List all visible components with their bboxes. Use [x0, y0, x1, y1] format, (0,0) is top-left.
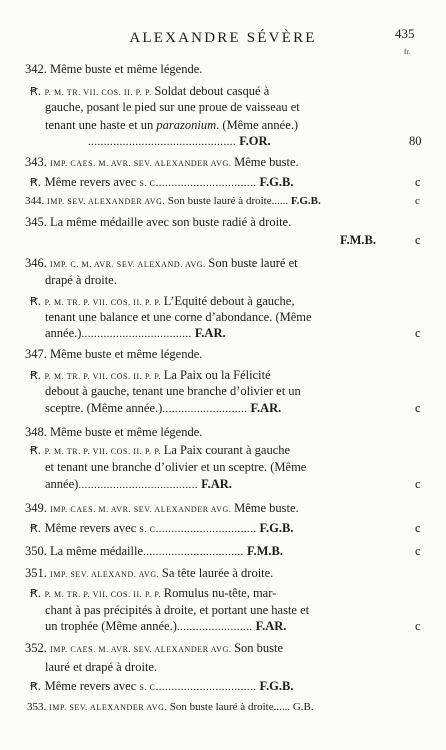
text-segment: tenant une balance et une corne d’abondance. (Même	[45, 310, 312, 324]
text-line	[25, 501, 299, 517]
text-line	[45, 460, 306, 475]
text-segment: ......................................	[78, 479, 199, 491]
text-segment: 342.	[25, 62, 50, 76]
text-line	[45, 100, 300, 115]
text-segment: La Paix ou la Félicité	[163, 368, 271, 382]
text-segment: Son buste	[234, 641, 284, 655]
text-segment: Ꞧ.	[30, 369, 45, 382]
price-value: c	[415, 233, 421, 247]
text-segment: ...................................	[81, 328, 192, 340]
text-line	[30, 368, 271, 384]
text-line	[27, 700, 314, 715]
text-line	[25, 641, 283, 657]
coin-grade: F.AR.	[191, 326, 226, 340]
coin-legend: P. M. TR. P. VII. COS. II. P. P.	[44, 447, 164, 456]
text-segment: Même buste et même légende.	[50, 62, 203, 76]
text-line	[30, 586, 276, 602]
text-segment: ...........................	[162, 403, 248, 415]
text-line	[45, 273, 117, 288]
coin-grade: F.AR.	[198, 477, 232, 491]
text-line	[30, 294, 294, 310]
coin-grade: F.G.B.	[288, 195, 321, 207]
text-segment: G.B.	[290, 701, 314, 713]
text-segment: ................................	[155, 523, 257, 535]
text-segment: chant à pas précipités à droite, et portant une haste et	[45, 603, 310, 617]
text-segment: Ꞧ.	[30, 176, 45, 189]
text-segment: Ꞧ.	[30, 444, 45, 457]
price-value: c	[415, 521, 421, 535]
text-segment: ................................	[155, 177, 257, 189]
text-segment: La même médaille	[50, 544, 144, 558]
text-segment: 346.	[25, 256, 50, 270]
text-segment: Son buste lauré et	[208, 256, 298, 270]
text-segment: debout à gauche, tenant une branche d’olivier et un	[45, 384, 301, 398]
text-line	[45, 401, 281, 417]
text-segment: Sa tête laurée à droite.	[161, 566, 274, 580]
coin-legend: P. M. TR. P. VII. COS. II. P. P.	[44, 590, 164, 599]
text-segment: 351.	[25, 566, 50, 580]
text-segment: . (Même année.)	[216, 118, 299, 132]
text-line	[25, 425, 202, 440]
coin-legend: IMP. CAES. M. AVR. SEV. ALEXANDER AVG.	[50, 645, 235, 654]
coin-grade: F.OR.	[236, 134, 271, 148]
text-line	[30, 175, 293, 191]
text-line	[45, 603, 309, 618]
text-segment: année.)	[45, 326, 82, 340]
text-line	[25, 256, 298, 272]
coin-legend: IMP. C. M. AVR. SEV. ALEXAND. AVG.	[50, 260, 209, 269]
text-segment: Même buste.	[234, 501, 299, 515]
coin-legend: IMP. CAES. M. AVR. SEV. ALEXANDER AVG.	[50, 505, 235, 514]
price-value: 80	[409, 134, 422, 148]
price-value: c	[415, 477, 421, 491]
text-segment: année)	[45, 477, 79, 491]
text-line	[25, 566, 273, 582]
text-segment: drapé à droite.	[45, 273, 117, 287]
coin-legend: S. C	[139, 683, 156, 692]
text-segment: Même buste et même légende.	[50, 425, 203, 439]
text-segment: La Paix courant à gauche	[163, 443, 291, 457]
text-segment: Son buste lauré à droite......	[167, 195, 289, 207]
coin-grade: F.AR.	[252, 619, 287, 633]
text-segment: 353.	[27, 701, 49, 713]
price-value: c	[415, 619, 421, 633]
text-line	[25, 215, 291, 230]
text-line	[25, 347, 202, 362]
text-segment: La même médaille avec son buste radié à droite.	[50, 215, 292, 229]
page-number: 435	[395, 26, 415, 41]
text-segment: parazonium	[156, 118, 217, 132]
text-segment: sceptre. (Même année.)	[45, 401, 163, 415]
text-line	[45, 619, 286, 635]
running-title: ALEXANDRE SÉVÈRE	[129, 30, 317, 46]
text-segment: 350.	[25, 544, 50, 558]
text-line	[45, 310, 312, 325]
text-segment: 347.	[25, 347, 50, 361]
text-segment: ................................	[155, 681, 257, 693]
text-line	[45, 660, 157, 675]
text-line	[45, 326, 226, 342]
coin-legend: S. C	[139, 179, 156, 188]
text-segment: Même buste.	[234, 155, 299, 169]
text-segment: 345.	[25, 215, 50, 229]
currency-unit-label: fr.	[404, 48, 411, 56]
coin-legend: IMP. SEV. ALEXAND. AVG.	[50, 570, 162, 579]
text-segment: Ꞧ.	[30, 295, 45, 308]
coin-grade: F.G.B.	[256, 679, 294, 693]
text-line	[340, 233, 376, 248]
coin-legend: IMP. SEV. ALEXANDER AVG.	[47, 197, 168, 206]
coin-legend: P. M. TR. P. VII. COS. II. P. P.	[44, 372, 164, 381]
coin-grade: F.M.B.	[243, 544, 283, 558]
text-segment: 348.	[25, 425, 50, 439]
text-line	[30, 679, 293, 695]
text-segment: Même buste et même légende.	[50, 347, 203, 361]
coin-legend: S. C	[139, 525, 156, 534]
coin-legend: P. M. TR. P. VII. COS. II. P. P.	[44, 298, 164, 307]
text-segment: et tenant une branche d’olivier et un sceptre. (Même	[45, 460, 307, 474]
coin-grade: F.M.B.	[340, 233, 376, 247]
text-segment: Même revers avec	[44, 175, 140, 189]
text-segment: Soldat debout casqué à	[154, 84, 270, 98]
coin-legend: IMP. CAES. M. AVR. SEV. ALEXANDER AVG.	[50, 159, 235, 168]
text-line	[25, 62, 202, 77]
text-segment: Ꞧ.	[30, 522, 45, 535]
text-line	[45, 118, 298, 133]
price-value: c	[415, 544, 421, 558]
text-segment: ........................	[176, 621, 253, 633]
text-segment: gauche, posant le pied sur une proue de vaisseau et	[45, 100, 300, 114]
text-line	[30, 84, 269, 100]
text-segment: L’Equité debout à gauche,	[163, 294, 295, 308]
text-segment: Romulus nu-tête, mar-	[163, 586, 277, 600]
text-segment: Ꞧ.	[30, 680, 45, 693]
text-line	[88, 134, 271, 150]
coin-grade: F.AR.	[247, 401, 282, 415]
text-segment: Même revers avec	[44, 521, 140, 535]
coin-grade: F.G.B.	[256, 521, 294, 535]
text-segment: Ꞧ.	[30, 587, 45, 600]
text-segment: un trophée (Même année.)	[45, 619, 177, 633]
coin-grade: F.G.B.	[256, 175, 294, 189]
text-line	[25, 155, 299, 171]
text-segment: 352.	[25, 641, 50, 655]
text-segment: Son buste lauré à droite......	[169, 701, 291, 713]
coin-legend: IMP. SEV. ALEXANDER AVG.	[49, 703, 170, 712]
text-segment: lauré et drapé à droite.	[45, 660, 158, 674]
text-segment: Ꞧ.	[30, 85, 45, 98]
text-line	[30, 521, 293, 537]
text-segment: 343.	[25, 155, 50, 169]
text-line	[30, 443, 290, 459]
text-line	[45, 384, 301, 399]
price-value: c	[415, 326, 421, 340]
coin-legend: P. M. TR. VII. COS. II. P. P.	[44, 88, 155, 97]
text-line	[45, 477, 232, 493]
price-value: c	[415, 175, 421, 189]
text-segment: 344.	[25, 195, 47, 207]
text-segment: 349.	[25, 501, 50, 515]
text-segment: ................................	[143, 546, 244, 558]
price-value: c	[415, 195, 420, 207]
text-line	[25, 544, 283, 560]
text-segment: tenant une haste et un	[45, 118, 157, 132]
text-line	[25, 194, 321, 209]
text-segment: Même revers avec	[44, 679, 140, 693]
price-value: c	[415, 401, 421, 415]
text-segment: ...............................................	[88, 136, 237, 148]
